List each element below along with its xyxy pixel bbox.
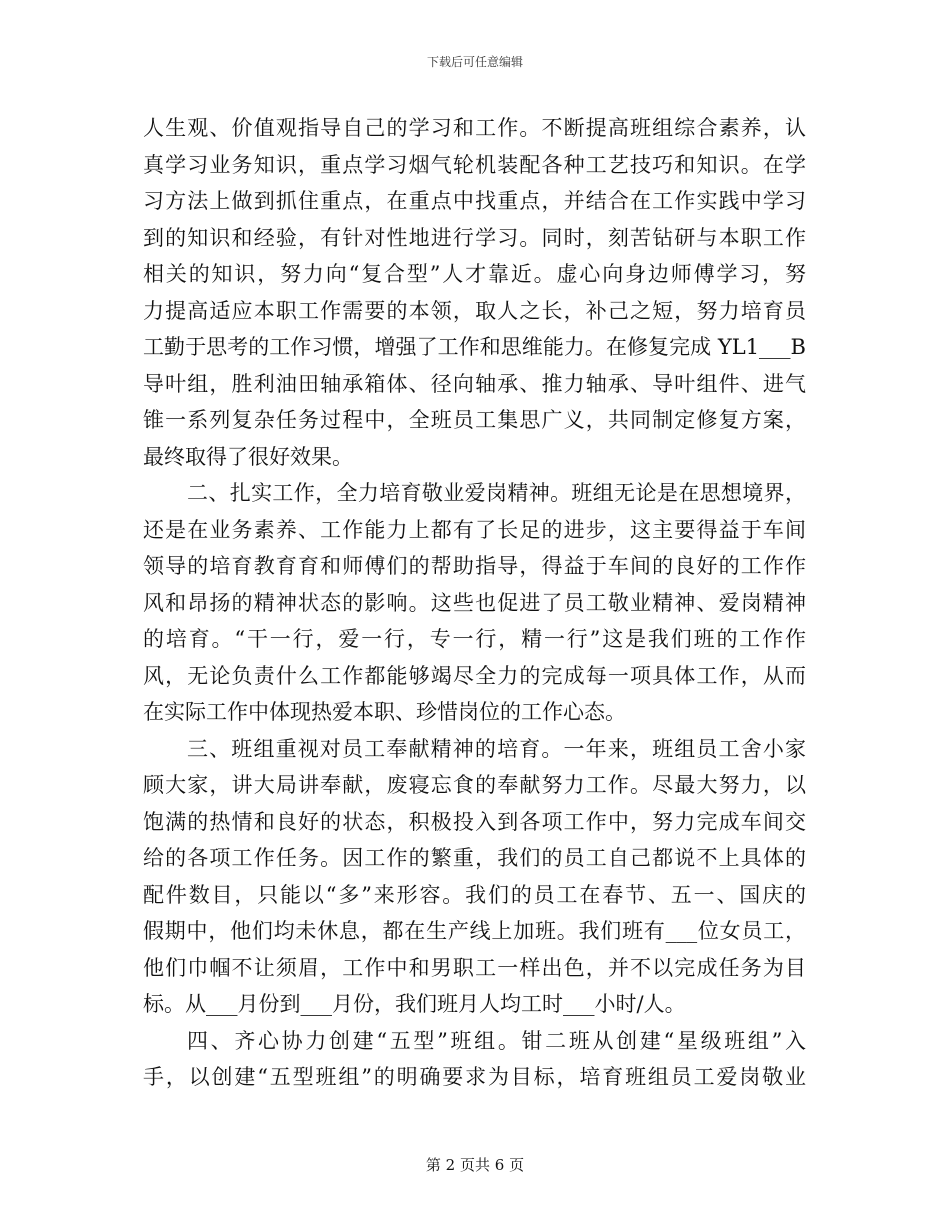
text-line: 锥一系列复杂任务过程中，全班员工集思广义，共同制定修复方案， [143, 408, 806, 432]
text-line: 习方法上做到抓住重点，在重点中找重点，并结合在工作实践中学习 [143, 189, 806, 213]
text-line: 力提高适应本职工作需要的本领，取人之长，补己之短，努力培育员 [143, 298, 806, 323]
text-line: 手，以创建“五型班组”的明确要求为目标，培育班组员工爱岗敬业 [143, 1065, 806, 1089]
text-line: 二、扎实工作，全力培育敬业爱岗精神。班组无论是在思想境界， [187, 481, 806, 505]
text-line: 给的各项工作任务。因工作的繁重，我们的员工自己都说不上具体的 [143, 846, 806, 870]
text-line: 领导的培育教育育和师傅们的帮助指导，得益于车间的良好的工作作 [143, 554, 806, 578]
text-line: 还是在业务素养、工作能力上都有了长足的进步，这主要得益于车间 [143, 517, 806, 542]
text-line: 工勤于思考的工作习惯，增强了工作和思维能力。在修复完成 YL1___B [143, 335, 806, 359]
text-line: 在实际工作中体现热爱本职、珍惜岗位的工作心态。 [143, 700, 626, 724]
text-line: 最终取得了很好效果。 [143, 444, 353, 469]
text-line: 的培育。“干一行，爱一行，专一行，精一行”这是我们班的工作作 [143, 627, 806, 651]
text-line: 顾大家，讲大局讲奉献，废寝忘食的奉献努力工作。尽最大努力，以 [143, 773, 806, 797]
text-line: 配件数目，只能以“多”来形容。我们的员工在春节、五一、国庆的 [143, 882, 806, 907]
paragraph [143, 110, 806, 475]
paragraph [143, 731, 806, 1023]
text-line: 人生观、价值观指导自己的学习和工作。不断提高班组综合素养，认 [143, 116, 806, 140]
page-header: 下载后可任意编辑 [426, 55, 523, 69]
text-line: 风，无论负责什么工作都能够竭尽全力的完成每一项具体工作，从而 [143, 663, 806, 688]
text-line: 到的知识和经验，有针对性地进行学习。同时，刻苦钻研与本职工作 [143, 225, 806, 250]
paragraph [143, 1023, 806, 1096]
page-number: 第 2 页共 6 页 [425, 1156, 525, 1174]
text-line: 导叶组，胜利油田轴承箱体、径向轴承、推力轴承、导叶组件、进气 [143, 371, 806, 396]
text-line: 假期中，他们均未休息，都在生产线上加班。我们班有___位女员工， [143, 919, 806, 943]
text-line: 相关的知识，努力向“复合型”人才靠近。虚心向身边师傅学习，努 [143, 262, 806, 286]
text-line: 他们巾帼不让须眉，工作中和男职工一样出色，并不以完成任务为目 [143, 955, 806, 980]
text-line: 真学习业务知识，重点学习烟气轮机装配各种工艺技巧和知识。在学 [143, 152, 806, 177]
text-line: 风和昂扬的精神状态的影响。这些也促进了员工敬业精神、爱岗精神 [143, 590, 806, 615]
text-line: 三、班组重视对员工奉献精神的培育。一年来，班组员工舍小家 [187, 736, 806, 761]
text-line: 饱满的热情和良好的状态，积极投入到各项工作中，努力完成车间交 [143, 809, 806, 834]
text-line: 标。从___月份到___月份，我们班月人均工时___小时/人。 [143, 992, 686, 1016]
document-body [143, 110, 806, 1096]
paragraph [143, 475, 806, 731]
text-line: 四、齐心协力创建“五型”班组。钳二班从创建“星级班组”入 [187, 1028, 806, 1053]
